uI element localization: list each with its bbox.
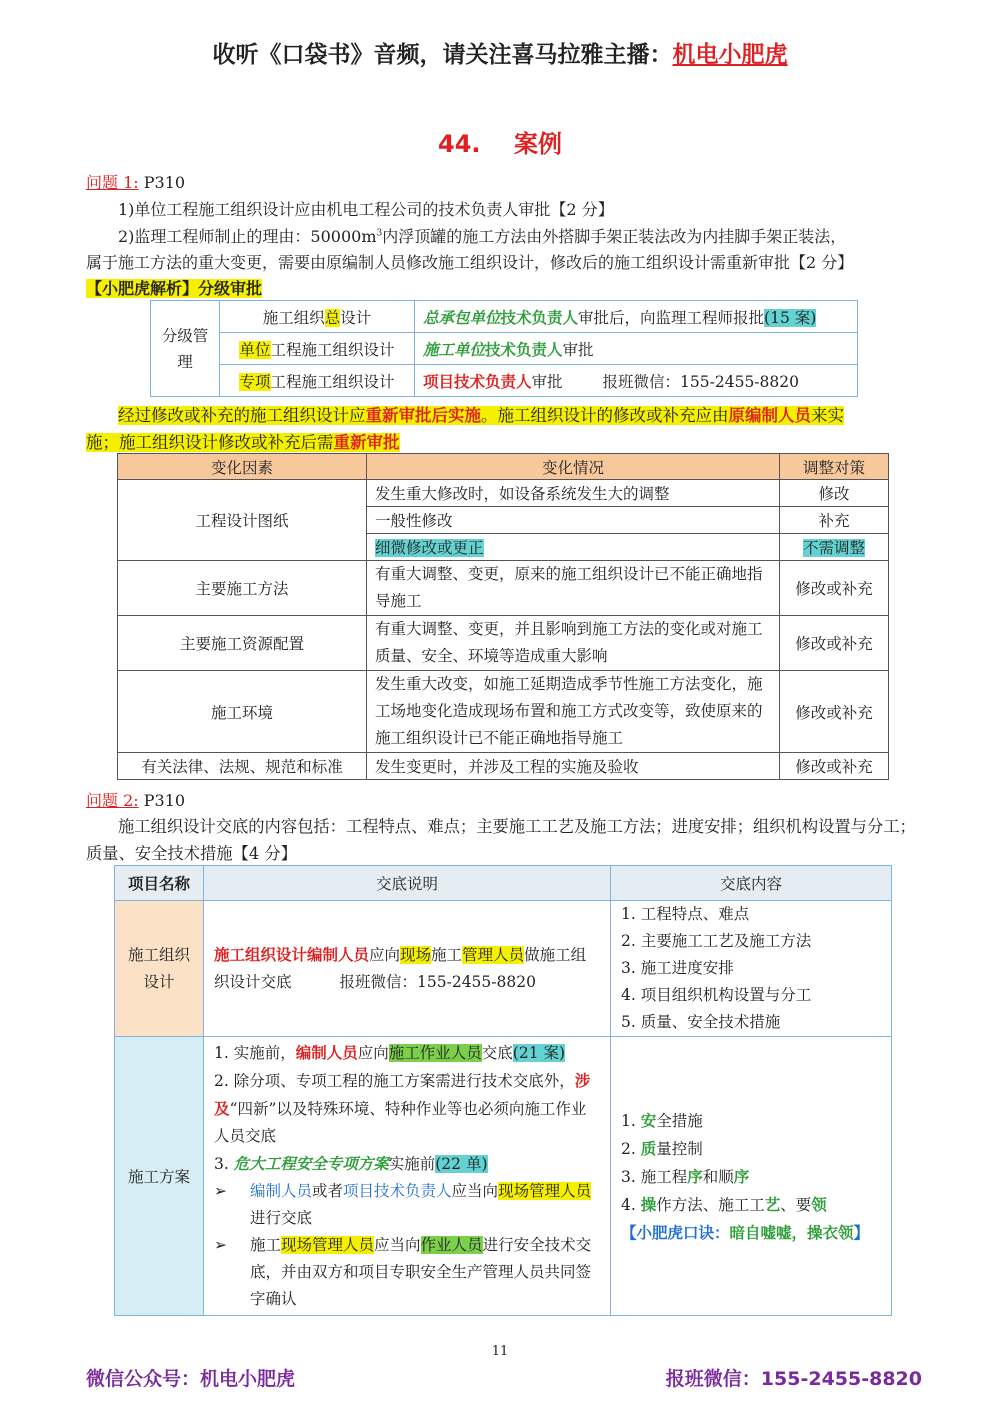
footer-class-wechat: 报班微信：155-2455-8820 — [665, 1368, 922, 1390]
change-factor-resource: 主要施工资源配置 — [118, 616, 367, 671]
q1-answer-2-sup: 3 — [376, 228, 383, 239]
change-factor-table — [117, 453, 889, 780]
b2-l1-d: 施工作业人员 — [388, 1044, 482, 1062]
b2-content-2 — [621, 1135, 881, 1163]
b2-c4-b: 操 — [640, 1194, 657, 1214]
b2-bullet-2-text — [250, 1232, 600, 1313]
change-method-measure: 修改或补充 — [780, 561, 889, 616]
revise-paragraph — [86, 402, 922, 456]
b2-l2-c: “四新”以及特殊环境、特种作业等也必须向施工作业人员交底 — [214, 1100, 587, 1145]
grade-row1-approval — [415, 301, 858, 333]
change-factor-environment: 施工环境 — [118, 671, 367, 753]
change-drawings-general-measure: 补充 — [780, 507, 889, 534]
b2-b2-e: 进行安全技术交底，并由双方和项目专职安全生产管理人员共同签字确认 — [250, 1236, 592, 1308]
b2-l2-b: 涉及 — [214, 1071, 591, 1118]
b2-l3-b: 危大工程安全专项方案 — [233, 1154, 389, 1173]
grade-r3-a: 专项 — [239, 372, 271, 391]
b2-b2-b: 现场管理人员 — [281, 1236, 375, 1254]
b2-l3-a: 3. — [214, 1155, 234, 1173]
grade-r3-c: 项目技术负责人 — [423, 371, 532, 391]
change-law-situation: 发生变更时，并涉及工程的实施及验收 — [367, 753, 780, 780]
b2-b1-d: 应当向 — [451, 1182, 499, 1200]
revise-g: 重新审批 — [333, 433, 400, 452]
b2-c3-d: 序 — [733, 1166, 750, 1186]
change-environment-measure: 修改或补充 — [780, 671, 889, 753]
q1-answer-1: 1)单位工程施工组织设计应由机电工程公司的技术负责人审批【2 分】 — [118, 200, 614, 219]
grade-row2-name — [220, 333, 415, 365]
b2-c1-a: 1. — [621, 1111, 641, 1130]
b2-l1-e: 交底 — [481, 1044, 513, 1062]
grade-r3-d: 审批 — [531, 372, 563, 391]
b2-b1-a: 编制人员 — [250, 1182, 313, 1200]
grade-r2-d: 技术负责人 — [485, 339, 563, 359]
page-number: 11 — [491, 1344, 509, 1359]
b2-l1-a: 1. 实施前， — [214, 1044, 296, 1062]
change-law-measure: 修改或补充 — [780, 753, 889, 780]
briefing-row2-desc — [204, 1037, 611, 1316]
b2-c1-b: 安 — [640, 1110, 657, 1130]
question-1-page: P310 — [138, 173, 186, 192]
header-banner — [0, 36, 1000, 69]
question-1-label: 问题 1: — [86, 173, 139, 192]
b2-c2-c: 量控制 — [656, 1139, 703, 1158]
footer-wechat-account: 微信公众号：机电小肥虎 — [86, 1368, 296, 1390]
b1-item-5: 5. 质量、安全技术措施 — [621, 1013, 781, 1031]
b2-b1-c: 项目技术负责人 — [343, 1182, 452, 1200]
b2-c1-c: 全措施 — [656, 1111, 703, 1130]
q1-answer-2-a: 2)监理工程师制止的理由：50000m — [118, 227, 377, 246]
b2-l3-d: (22 单) — [435, 1155, 488, 1173]
briefing-row2-name: 施工方案 — [115, 1037, 204, 1316]
b2-l2-a: 2. 除分项、专项工程的施工方案需进行技术交底外， — [214, 1072, 575, 1090]
b2-bullet-1 — [214, 1178, 600, 1232]
b2-line-1 — [214, 1039, 600, 1067]
b1-g: 报班微信：155-2455-8820 — [339, 973, 536, 991]
mnemonic-b: 暗自嘘嘘，操衣领 — [729, 1222, 854, 1242]
page-title: 44. 案例 — [438, 130, 562, 158]
q1-answer-2-b: 内浮顶罐的施工方法由外搭脚手架正装法改为内挂脚手架正装法， — [382, 227, 847, 246]
b2-c4-c: 作方法、施工工 — [656, 1195, 765, 1214]
change-header-situation: 变化情况 — [367, 454, 780, 480]
b1-c: 现场 — [400, 946, 432, 964]
change-header-measure: 调整对策 — [780, 454, 889, 480]
b1-e: 管理人员 — [462, 946, 525, 964]
b2-l1-f: (21 案) — [512, 1044, 566, 1062]
revise-c: 。施工组织设计的修改或补充应由 — [481, 406, 729, 425]
change-drawings-major: 发生重大修改时，如设备系统发生大的调整 — [367, 480, 780, 507]
change-drawings-minor-cell — [367, 534, 780, 561]
b2-c4-f: 领 — [811, 1194, 827, 1214]
change-environment-situation: 发生重大改变，如施工延期造成季节性施工方法变化，施工场地变化造成现场布置和施工方式改变等，致使原来的施工组织设计已不能正确地指导施工 — [367, 671, 780, 753]
b2-line-3 — [214, 1150, 600, 1178]
grade-row2-approval — [415, 333, 858, 365]
question-2-page: P310 — [138, 791, 186, 810]
q1-answer-2-cont: 属于施工方法的重大变更，需要由原编制人员修改施工组织设计，修改后的施工组织设计需重新审批【2 分】 — [86, 253, 854, 272]
q1-analysis — [86, 276, 262, 299]
q2-answer: 施工组织设计交底的内容包括：工程特点、难点；主要施工工艺及施工方法；进度安排；组织机构设置与分工；质量、安全技术措施【4 分】 — [86, 817, 916, 863]
b2-l1-c: 应向 — [357, 1044, 389, 1062]
revise-a: 经过修改或补充的施工组织设计应 — [118, 406, 366, 425]
grade-r1-e: 技术负责人 — [500, 307, 579, 327]
grade-r1-a: 施工组织 — [262, 308, 325, 327]
b2-line-2 — [214, 1067, 600, 1150]
analysis-tag: 【小肥虎解析】 — [86, 279, 199, 298]
briefing-header-desc: 交底说明 — [204, 866, 611, 901]
change-header-factor: 变化因素 — [118, 454, 367, 480]
change-method-situation: 有重大调整、变更，原来的施工组织设计已不能正确地指导施工 — [367, 561, 780, 616]
revise-line-2 — [86, 429, 922, 456]
grade-r2-e: 审批 — [562, 340, 594, 359]
b2-b2-d: 作业人员 — [420, 1236, 483, 1254]
grade-approval-table — [150, 300, 858, 397]
grade-r1-c: 设计 — [340, 308, 372, 327]
grade-r2-c: 施工单位 — [423, 339, 486, 359]
revise-e: 来实 — [811, 406, 844, 425]
mnemonic — [621, 1219, 881, 1246]
grade-r1-g: (15 案) — [764, 308, 817, 327]
b2-c2-a: 2. — [621, 1139, 641, 1158]
grade-r1-b: 总 — [324, 308, 341, 327]
grade-row1-name — [220, 301, 415, 333]
change-factor-drawings: 工程设计图纸 — [118, 480, 367, 561]
grade-r3-e: 报班微信：155-2455-8820 — [602, 372, 799, 391]
analysis-topic: 分级审批 — [198, 279, 263, 298]
grade-r1-f: 审批后，向监理工程师报批 — [578, 308, 765, 327]
b1-a: 施工组织设计编制人员 — [214, 945, 370, 964]
mnemonic-a: 【小肥虎口诀： — [621, 1222, 730, 1242]
briefing-row1-desc — [204, 901, 611, 1037]
b2-content-3 — [621, 1163, 881, 1191]
revise-line-1 — [86, 402, 922, 429]
briefing-header-name: 项目名称 — [115, 866, 204, 901]
header-anchor-name: 机电小肥虎 — [672, 42, 788, 68]
change-drawings-minor-measure-cell — [780, 534, 889, 561]
b2-c3-a: 3. 施工程 — [621, 1167, 688, 1186]
grade-r1-d: 总承包单位 — [423, 307, 501, 327]
revise-b: 重新审批后实施 — [365, 406, 481, 425]
grade-r3-b: 工程施工组织设计 — [270, 372, 395, 391]
arrow-bullet-icon: ➢ — [214, 1182, 227, 1200]
b2-content-4 — [621, 1191, 881, 1219]
grade-r2-a: 单位 — [239, 340, 271, 359]
change-factor-method: 主要施工方法 — [118, 561, 367, 616]
b1-item-3: 3. 施工进度安排 — [621, 959, 734, 977]
b2-b2-c: 应当向 — [374, 1236, 421, 1254]
b1-f: 做施工组织设计交底 — [214, 946, 587, 991]
change-drawings-minor-measure: 不需调整 — [802, 539, 865, 557]
b2-c3-b: 序 — [687, 1166, 703, 1186]
b2-b1-f: 进行交底 — [250, 1209, 313, 1227]
arrow-bullet-icon: ➢ — [214, 1236, 227, 1254]
briefing-table — [114, 865, 892, 1316]
b2-c3-c: 和顺 — [702, 1167, 734, 1186]
change-resource-situation: 有重大调整、变更，并且影响到施工方法的变化或对施工质量、安全、环境等造成重大影响 — [367, 616, 780, 671]
briefing-header-content: 交底内容 — [611, 866, 892, 901]
change-resource-measure: 修改或补充 — [780, 616, 889, 671]
b2-bullet-1-text — [250, 1178, 600, 1232]
question-2-label: 问题 2: — [86, 791, 139, 810]
b2-b1-b: 或者 — [312, 1182, 344, 1200]
b1-d: 施工 — [431, 946, 463, 964]
question-2-label-line — [86, 788, 185, 811]
grade-r2-b: 工程施工组织设计 — [270, 340, 395, 359]
b2-l3-c: 实施前 — [388, 1155, 436, 1173]
b2-content-1 — [621, 1107, 881, 1135]
briefing-row1-name: 施工组织设计 — [115, 901, 204, 1037]
change-drawings-general: 一般性修改 — [367, 507, 780, 534]
briefing-row1-content — [611, 901, 892, 1037]
header-prefix: 收听《口袋书》音频，请关注喜马拉雅主播： — [212, 42, 673, 68]
revise-f: 施；施工组织设计修改或补充后需 — [86, 433, 334, 452]
b2-c4-a: 4. — [621, 1195, 641, 1214]
change-factor-law: 有关法律、法规、规范和标准 — [118, 753, 367, 780]
revise-d: 原编制人员 — [728, 406, 811, 425]
b2-c2-b: 质 — [640, 1138, 657, 1158]
grade-row3-approval — [415, 365, 858, 397]
b1-b: 应向 — [369, 946, 401, 964]
change-drawings-major-measure: 修改 — [780, 480, 889, 507]
briefing-row2-content — [611, 1037, 892, 1316]
question-1-label-line — [86, 170, 185, 193]
b2-b2-a: 施工 — [250, 1236, 282, 1254]
briefing-table-header — [115, 866, 892, 901]
b1-item-2: 2. 主要施工工艺及施工方法 — [621, 932, 812, 950]
mnemonic-c: 】 — [853, 1222, 870, 1242]
b1-item-1: 1. 工程特点、难点 — [621, 905, 750, 923]
grade-group-label: 分级管理 — [151, 301, 220, 397]
b2-c4-d: 艺 — [764, 1194, 781, 1214]
b2-l1-b: 编制人员 — [295, 1043, 358, 1062]
b2-b1-e: 现场管理人员 — [498, 1182, 592, 1200]
q1-answer-2 — [118, 224, 846, 247]
b2-c4-e: 、要 — [780, 1195, 812, 1214]
change-table-header — [118, 454, 889, 480]
change-drawings-minor: 细微修改或更正 — [375, 539, 484, 557]
b2-bullet-2 — [214, 1232, 600, 1313]
grade-row3-name — [220, 365, 415, 397]
b1-item-4: 4. 项目组织机构设置与分工 — [621, 986, 812, 1004]
